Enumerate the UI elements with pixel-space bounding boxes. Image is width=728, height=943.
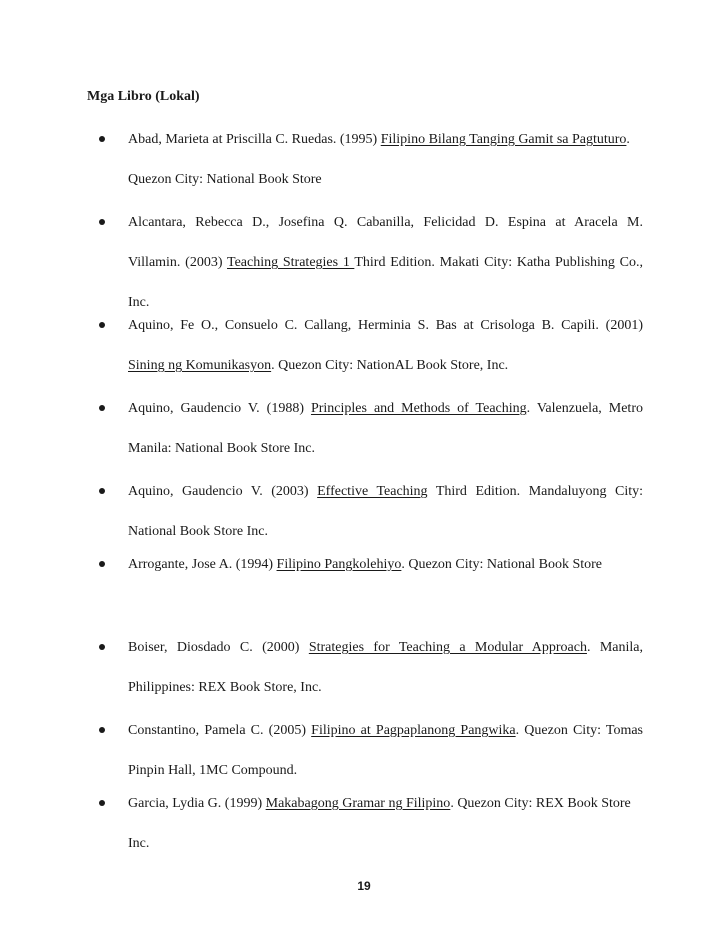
entry-text: Inc.: [128, 836, 150, 851]
entry-text: Third Edition. Makati City: Katha Publishing Co.,: [354, 255, 644, 270]
entry-text: Aquino, Fe O., Consuelo C. Callang, Herminia S. Bas at Crisologa B. Capili. (2001): [128, 318, 643, 333]
book-title: Filipino Bilang Tanging Gamit sa Pagtuturo: [380, 132, 627, 147]
entry-text: . Quezon City: Tomas: [515, 723, 644, 738]
entry-text: . Manila,: [586, 640, 643, 655]
bibliography-entry: [128, 472, 643, 552]
book-title: Principles and Methods of Teaching: [310, 401, 527, 416]
entry-text: National Book Store Inc.: [128, 524, 268, 539]
entry-text: Philippines: REX Book Store, Inc.: [128, 680, 322, 695]
bullet-icon: [99, 322, 105, 328]
entry-text: Aquino, Gaudencio V. (2003): [128, 484, 318, 499]
section-title: Mga Libro (Lokal): [87, 89, 200, 104]
entry-line: [128, 668, 643, 708]
entry-line: [128, 389, 643, 429]
bibliography-entry: [128, 545, 643, 585]
entry-line: [128, 545, 643, 585]
page-number: 19: [357, 879, 371, 893]
entry-text: Arrogante, Jose A. (1994): [128, 557, 277, 572]
bibliography-entry: [128, 120, 643, 200]
entry-line: [128, 711, 643, 751]
entry-line: [128, 243, 643, 283]
entry-line: [128, 824, 643, 864]
book-title: Teaching Strategies 1: [227, 255, 355, 270]
entry-line: [128, 784, 643, 824]
entry-text: . Quezon City: National Book Store: [401, 557, 603, 572]
bibliography-entry: [128, 628, 643, 708]
bullet-icon: [99, 219, 105, 225]
entry-line: [128, 429, 643, 469]
entry-line: [128, 120, 643, 160]
bullet-icon: [99, 488, 105, 494]
entry-line: [128, 306, 643, 346]
entry-text: Quezon City: National Book Store: [128, 172, 322, 187]
book-title: Strategies for Teaching a Modular Approach: [308, 640, 587, 655]
entry-text: Garcia, Lydia G. (1999): [128, 796, 266, 811]
entry-text: Villamin. (2003): [128, 255, 228, 270]
entry-line: [128, 628, 643, 668]
bibliography-entry: [128, 784, 643, 864]
entry-text: Third Edition. Mandaluyong City:: [427, 484, 643, 499]
bullet-icon: [99, 136, 105, 142]
bibliography-entry: [128, 711, 643, 791]
book-title: Makabagong Gramar ng Filipino: [265, 796, 451, 811]
bullet-icon: [99, 644, 105, 650]
book-title: Effective Teaching: [317, 484, 428, 499]
entry-text: Constantino, Pamela C. (2005): [128, 723, 312, 738]
entry-text: Alcantara, Rebecca D., Josefina Q. Cabanilla, Felicidad D. Espina at Aracela M.: [128, 215, 643, 230]
entry-text: Inc.: [128, 295, 150, 310]
entry-text: Pinpin Hall, 1MC Compound.: [128, 763, 298, 778]
entry-line: [128, 472, 643, 512]
entry-text: Manila: National Book Store Inc.: [128, 441, 316, 456]
bibliography-entry: [128, 306, 643, 386]
entry-text: Boiser, Diosdado C. (2000): [128, 640, 309, 655]
entry-line: [128, 160, 643, 200]
bullet-icon: [99, 405, 105, 411]
entry-text: . Quezon City: NationAL Book Store, Inc.: [271, 358, 509, 373]
bullet-icon: [99, 561, 105, 567]
entry-text: . Quezon City: REX Book Store: [450, 796, 631, 811]
bibliography-entry: [128, 203, 643, 323]
book-title: Filipino at Pagpaplanong Pangwika: [311, 723, 516, 738]
bullet-icon: [99, 727, 105, 733]
bibliography-entry: [128, 389, 643, 469]
book-title: Sining ng Komunikasyon: [128, 358, 272, 373]
bullet-icon: [99, 800, 105, 806]
entry-line: [128, 203, 643, 243]
entry-text: Abad, Marieta at Priscilla C. Ruedas. (1995): [128, 132, 381, 147]
entry-line: [128, 346, 643, 386]
entry-text: . Valenzuela, Metro: [526, 401, 643, 416]
book-title: Filipino Pangkolehiyo: [276, 557, 402, 572]
entry-text: Aquino, Gaudencio V. (1988): [128, 401, 311, 416]
entry-text: .: [626, 132, 630, 147]
